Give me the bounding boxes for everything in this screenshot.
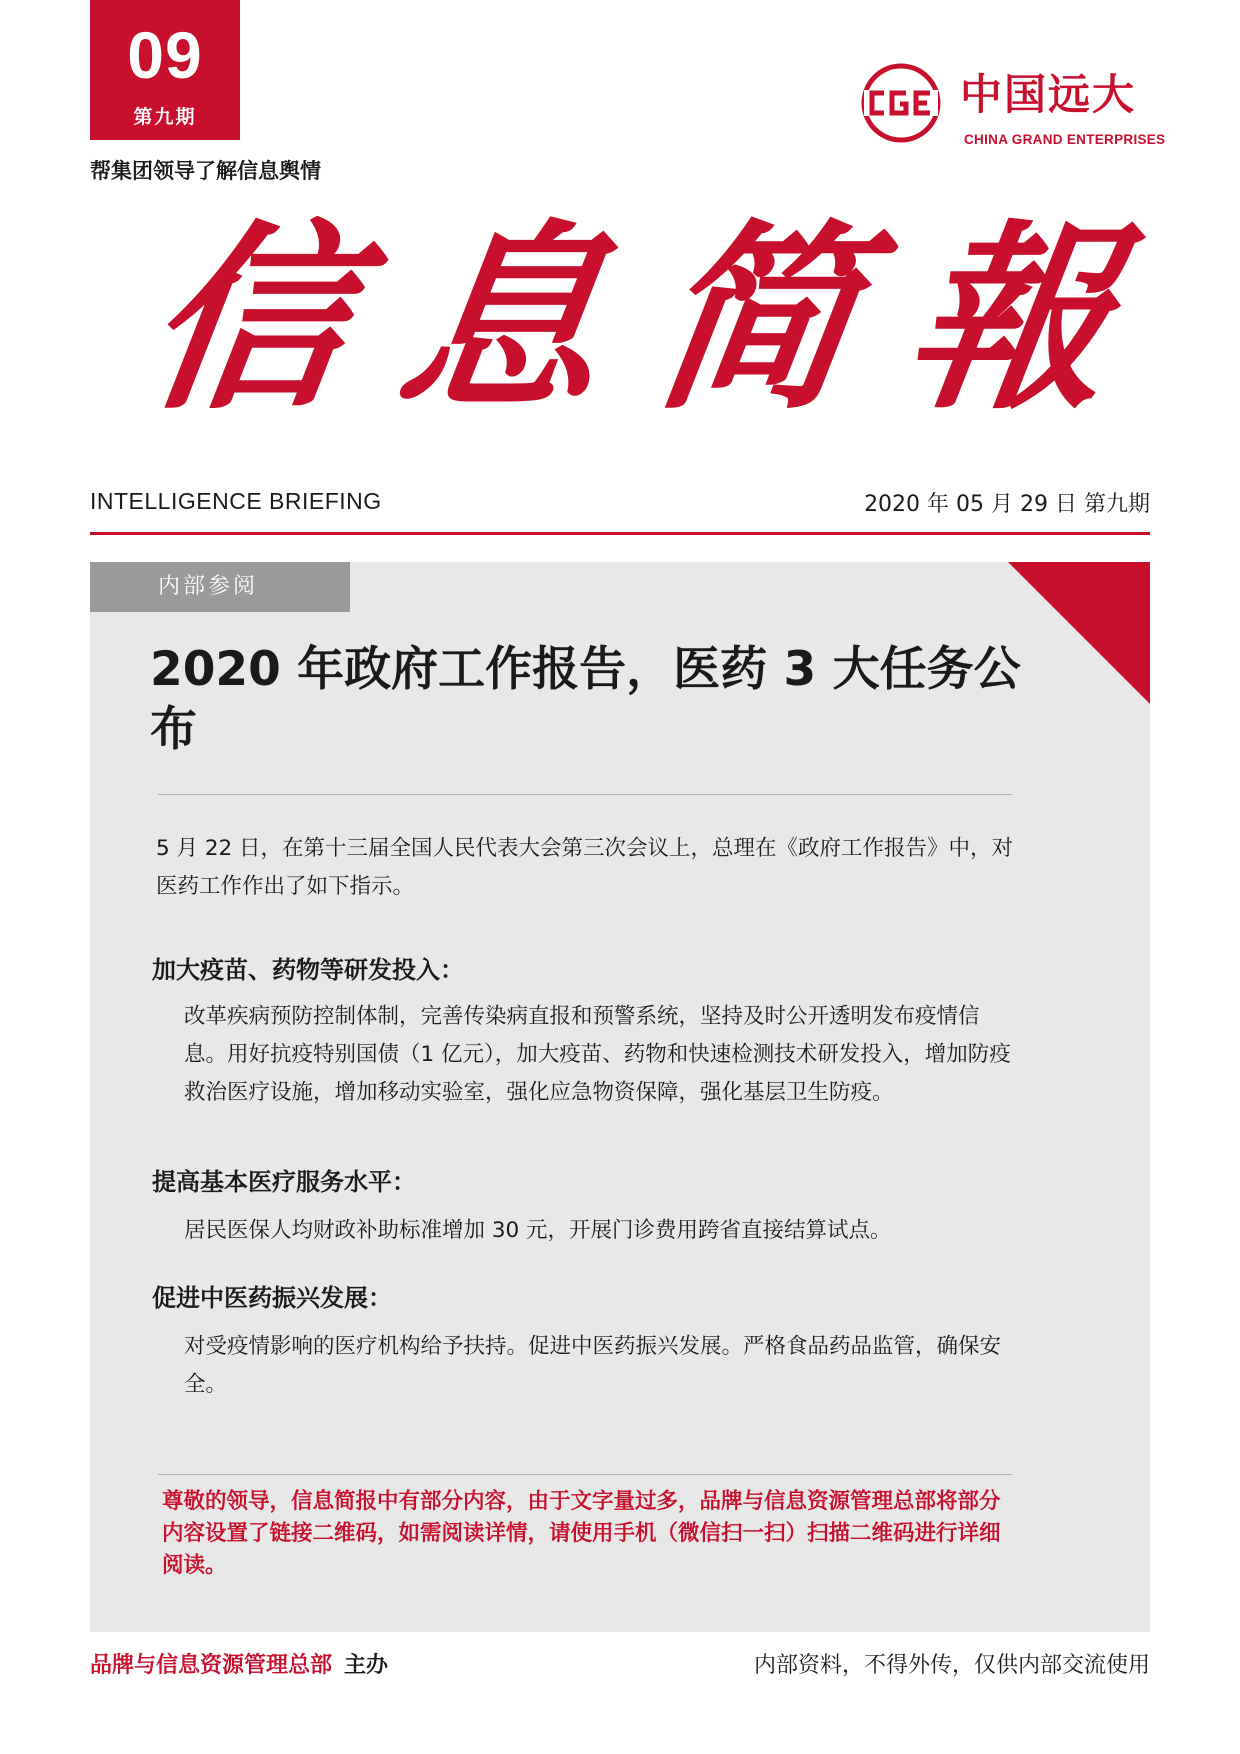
logo-name-cn: 中国远大 xyxy=(960,70,1137,119)
notice-divider xyxy=(158,1474,1012,1475)
title-divider xyxy=(158,794,1012,795)
section-heading: 提高基本医疗服务水平： xyxy=(152,1168,416,1196)
masthead-title xyxy=(133,190,1127,450)
masthead-char: 息 xyxy=(386,202,620,437)
masthead-char: 信 xyxy=(133,202,367,437)
cge-logo-icon xyxy=(860,62,942,144)
issue-date: 2020 年 05 月 29 日 第九期 xyxy=(864,492,1150,517)
issue-box xyxy=(90,0,240,140)
issue-number: 09 xyxy=(127,18,203,92)
section-body: 居民医保人均财政补助标准增加 30 元，开展门诊费用跨省直接结算试点。 xyxy=(184,1218,892,1243)
article-title: 2020 年政府工作报告，医药 3 大任务公布 xyxy=(150,642,1021,757)
section-heading: 加大疫苗、药物等研发投入： xyxy=(152,956,464,984)
masthead-char: 報 xyxy=(893,202,1127,437)
footer-org: 品牌与信息资源管理总部 xyxy=(90,1653,333,1678)
header-divider xyxy=(90,532,1150,535)
briefing-english-title: INTELLIGENCE BRIEFING xyxy=(90,488,382,514)
company-logo xyxy=(860,62,1166,152)
section-body: 改革疾病预防控制体制，完善传染病直报和预警系统，坚持及时公开透明发布疫情信息。用好抗疫特别国债（1 亿元），加大疫苗、药物和快速检测技术研发投入，增加防疫救治医疗设施，增加移动实验室，强化应急物资保障，强化基层卫生防疫。 xyxy=(184,1004,1011,1105)
footer-role: 主办 xyxy=(344,1653,389,1678)
tagline: 帮集团领导了解信息舆情 xyxy=(90,159,321,183)
section-body: 对受疫情影响的医疗机构给予扶持。促进中医药振兴发展。严格食品药品监管，确保安全。 xyxy=(184,1334,1002,1397)
footer-sponsor xyxy=(90,1648,388,1679)
masthead-char: 简 xyxy=(640,202,874,437)
section-heading: 促进中医药振兴发展： xyxy=(152,1284,392,1312)
article-lead: 5 月 22 日，在第十三届全国人民代表大会第三次会议上，总理在《政府工作报告》中，对医药工作作出了如下指示。 xyxy=(156,836,1014,899)
footer-disclaimer: 内部资料，不得外传，仅供内部交流使用 xyxy=(753,1653,1150,1678)
internal-badge: 内部参阅 xyxy=(90,562,350,612)
qr-notice: 尊敬的领导，信息简报中有部分内容，由于文字量过多，品牌与信息资源管理总部将部分内容设置了链接二维码，如需阅读详情，请使用手机（微信扫一扫）扫描二维码进行详细阅读。 xyxy=(162,1489,1001,1578)
logo-name-en: CHINA GRAND ENTERPRISES xyxy=(964,132,1166,147)
article-panel xyxy=(90,562,1150,1632)
issue-label: 第九期 xyxy=(133,106,197,128)
